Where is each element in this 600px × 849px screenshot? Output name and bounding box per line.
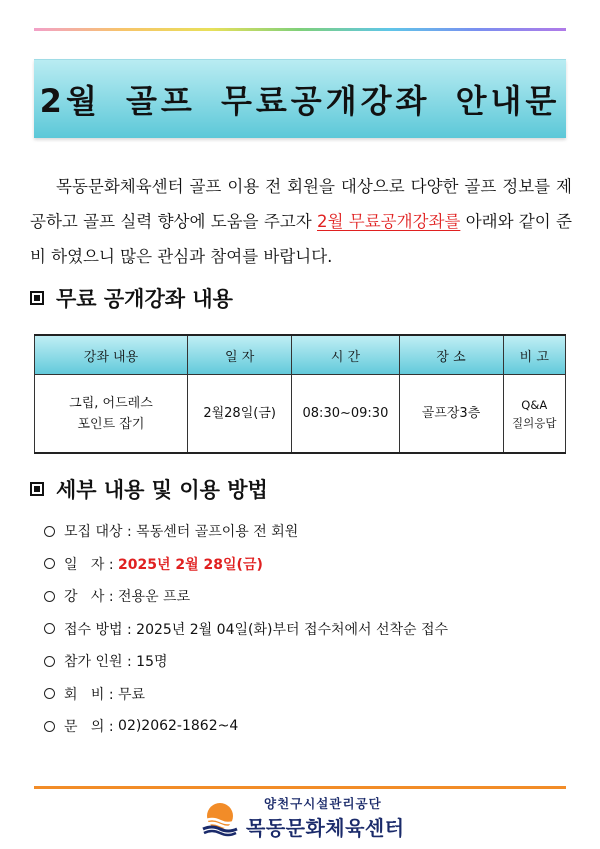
list-item (44, 515, 448, 548)
list-item (44, 613, 448, 646)
title-banner (34, 59, 566, 138)
detail-label: 일 자 : (64, 556, 119, 573)
column-header: 비 고 (503, 335, 566, 375)
section-heading-details (30, 474, 268, 504)
top-rainbow-divider (34, 28, 566, 31)
detail-value: 전용운 프로 (118, 589, 191, 606)
detail-value: 02)2062-1862~4 (118, 718, 239, 735)
detail-label: 모집 대상 : (64, 524, 137, 541)
detail-value: 목동센터 골프이용 전 회원 (136, 524, 299, 541)
detail-label: 강 사 : (64, 589, 119, 606)
detail-label: 문 의 : (64, 719, 119, 736)
column-header: 일 자 (187, 335, 291, 375)
cell-text: 그립, 어드레스 (69, 395, 153, 411)
list-item (44, 710, 448, 743)
circle-bullet-icon (44, 591, 55, 602)
intro-highlight: 2월 무료공개강좌를 (317, 211, 461, 231)
circle-bullet-icon (44, 623, 55, 634)
detail-value: 2025년 2월 04일(화)부터 접수처에서 선착순 접수 (136, 621, 449, 638)
cell-text: 포인트 잡기 (77, 416, 145, 432)
bottom-divider (34, 786, 566, 789)
list-item (44, 548, 448, 581)
column-header: 장 소 (399, 335, 503, 375)
detail-label: 접수 방법 : (64, 621, 137, 638)
section-title: 세부 내용 및 이용 방법 (56, 478, 268, 502)
detail-value: 무료 (118, 686, 146, 703)
cell-note (503, 375, 566, 454)
footer-logo (200, 795, 410, 840)
schedule-table (34, 334, 566, 454)
intro-text-2: 아래와 같이 준비 하였으니 많은 관심과 참여를 바랍니다. (30, 211, 572, 266)
detail-label: 회 비 : (64, 686, 119, 703)
column-header: 시 간 (292, 335, 399, 375)
org-name: 양천구시설관리공단 (264, 796, 382, 811)
circle-bullet-icon (44, 526, 55, 537)
circle-bullet-icon (44, 558, 55, 569)
circle-bullet-icon (44, 656, 55, 667)
cell-text: Q&A (521, 397, 548, 412)
detail-value: 15명 (136, 654, 168, 671)
sun-wave-logo-icon (200, 799, 240, 837)
column-header: 강좌 내용 (35, 335, 188, 375)
detail-value: 2025년 2월 28일(금) (118, 556, 263, 573)
cell-time: 08:30~09:30 (292, 375, 399, 454)
table-row (35, 375, 566, 454)
cell-place: 골프장3층 (399, 375, 503, 454)
square-bullet-icon (30, 482, 44, 496)
center-name: 목동문화체육센터 (246, 816, 405, 840)
intro-paragraph (30, 169, 572, 274)
cell-content (35, 375, 188, 454)
list-item (44, 580, 448, 613)
square-bullet-icon (30, 291, 44, 305)
details-list (44, 515, 448, 743)
detail-label: 참가 인원 : (64, 654, 137, 671)
table-header-row (35, 335, 566, 375)
page-title: 2월 골프 무료공개강좌 안내문 (39, 82, 561, 120)
circle-bullet-icon (44, 721, 55, 732)
list-item (44, 678, 448, 711)
intro-text-1: 목동문화체육센터 골프 이용 전 회원을 대상으로 다양한 골프 정보를 제공하고 골프 실력 향상에 도움을 주고자 (30, 176, 572, 231)
cell-text: 질의응답 (512, 415, 557, 430)
section-heading-lectures (30, 283, 233, 313)
circle-bullet-icon (44, 688, 55, 699)
cell-date: 2월28일(금) (187, 375, 291, 454)
section-title: 무료 공개강좌 내용 (56, 287, 233, 311)
list-item (44, 645, 448, 678)
